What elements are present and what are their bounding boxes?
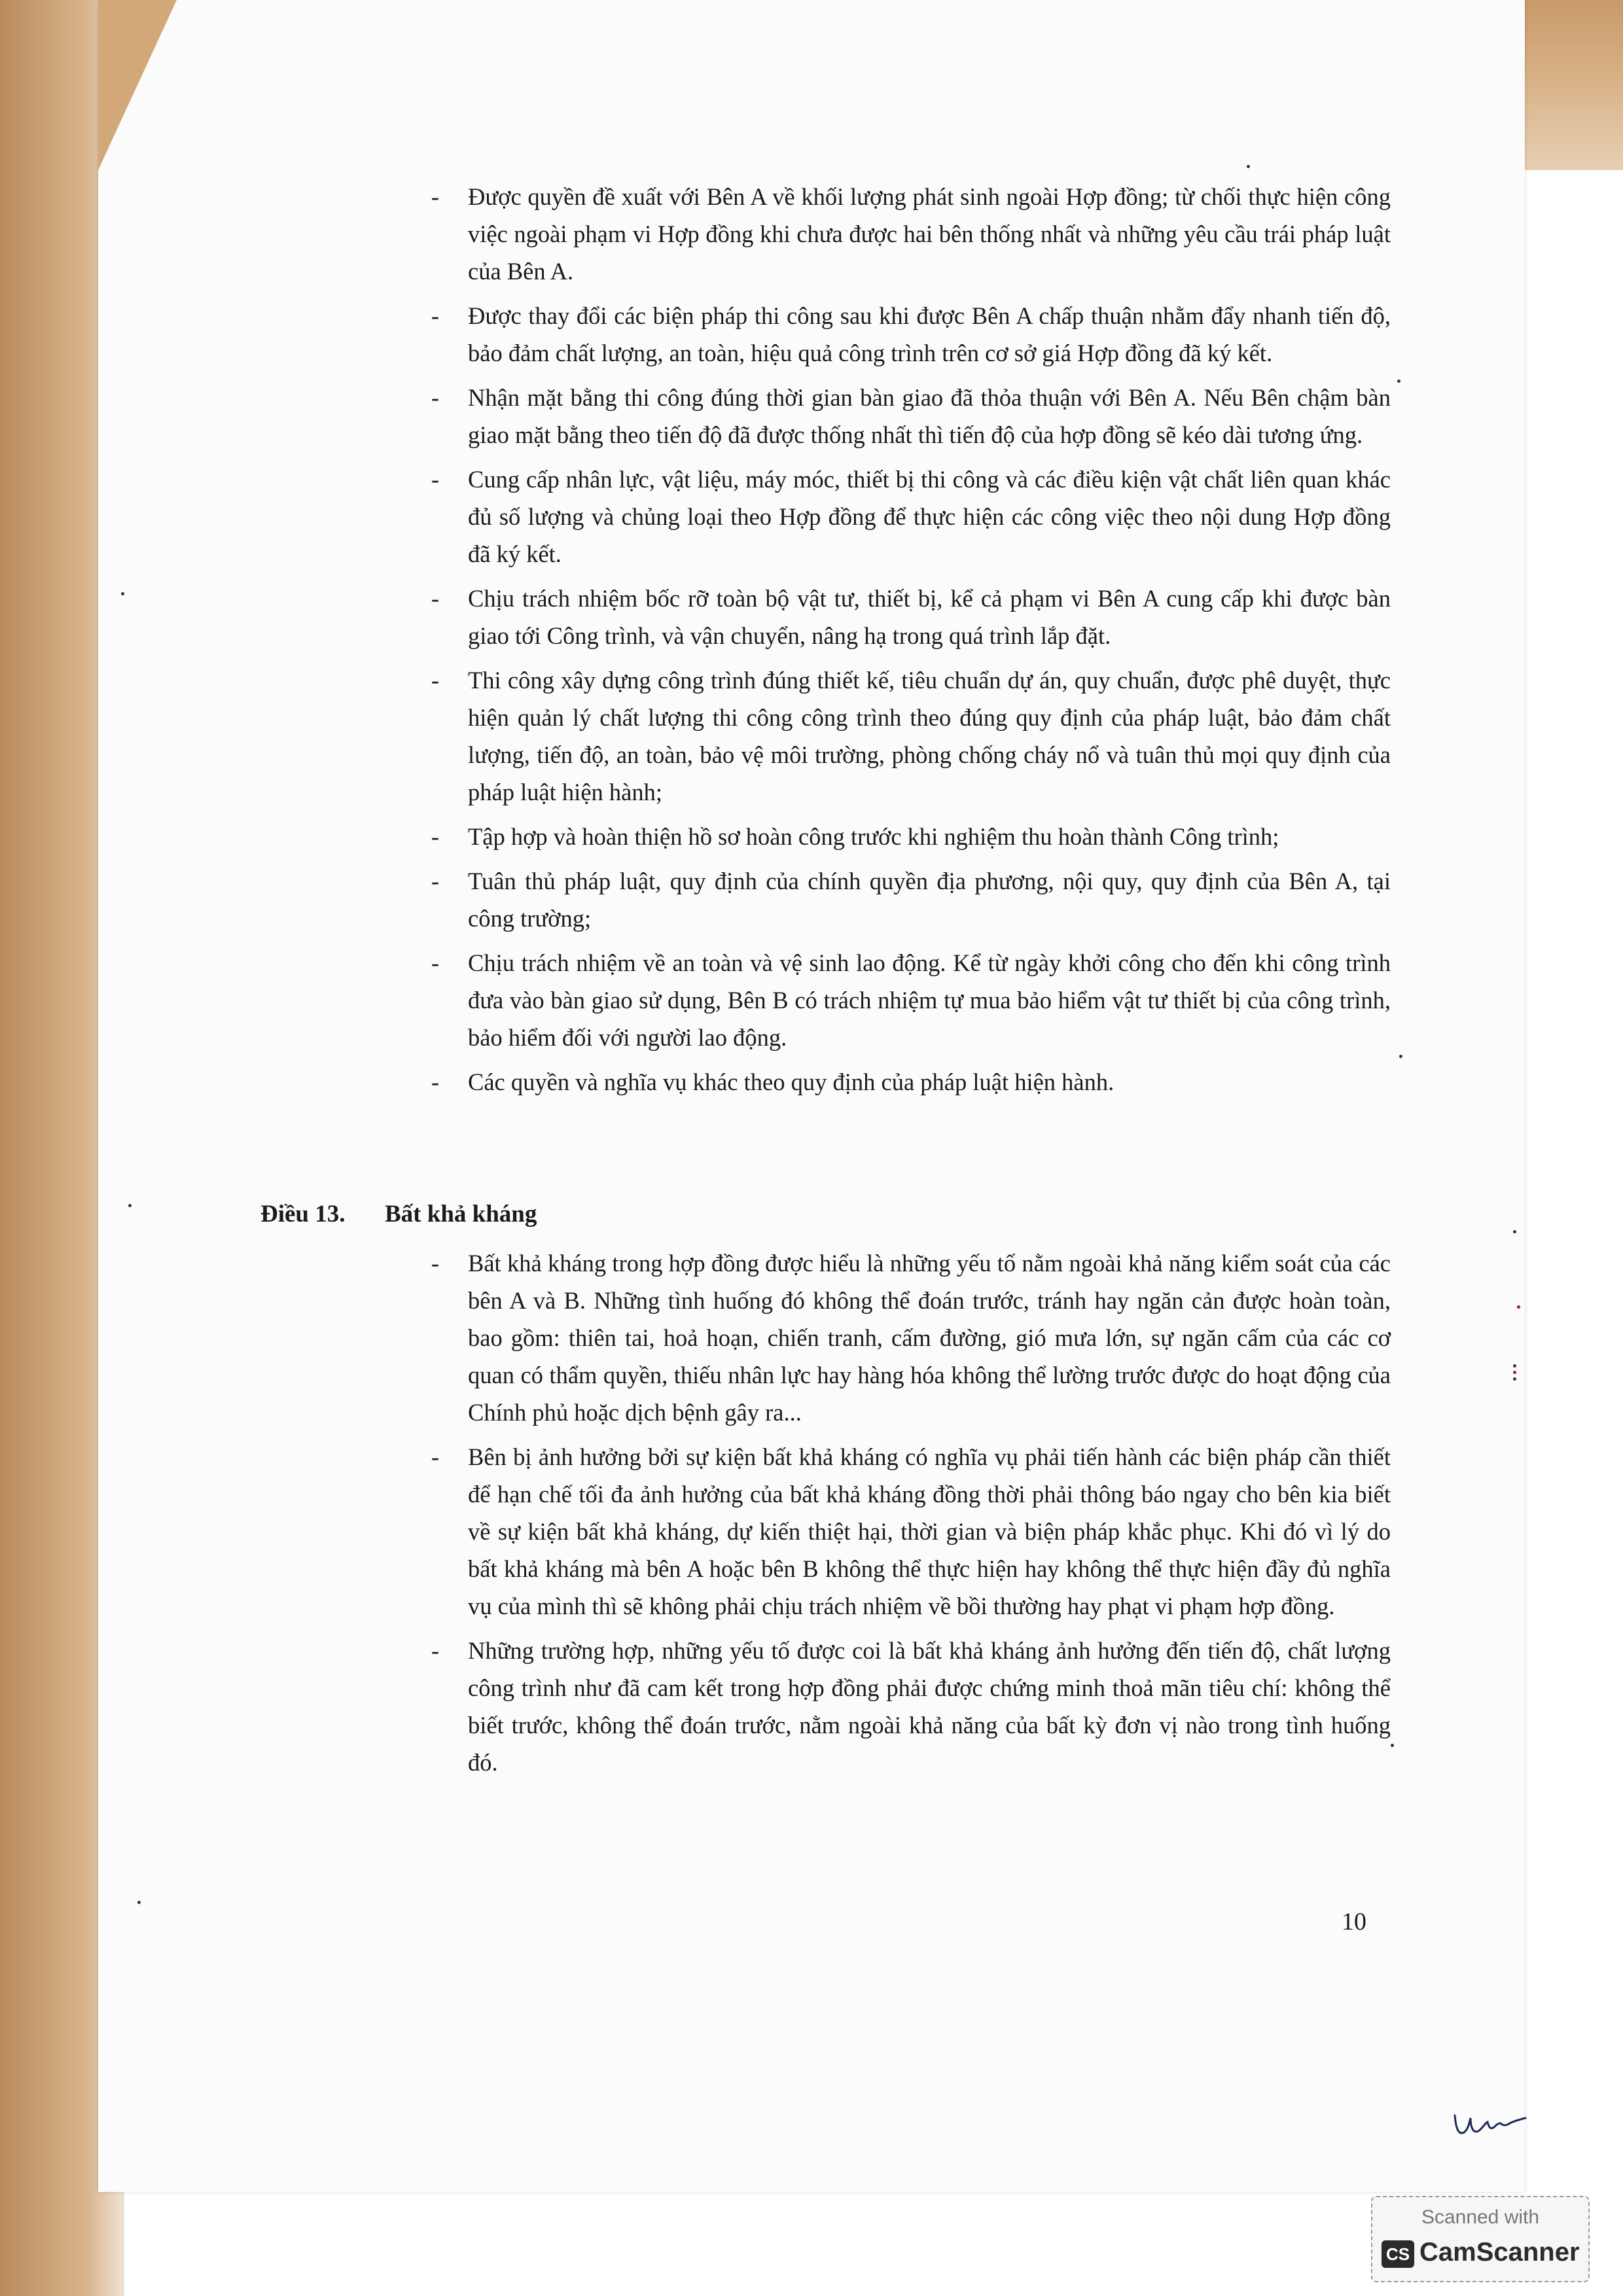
scan-speck bbox=[1397, 380, 1400, 383]
list-item bbox=[422, 461, 1391, 573]
list-item bbox=[422, 580, 1391, 654]
list-item bbox=[422, 379, 1391, 453]
scan-speck bbox=[1513, 1371, 1516, 1374]
section-title: Bất khả kháng bbox=[385, 1201, 537, 1227]
scan-speck bbox=[1391, 1744, 1394, 1747]
list-item-text: Những trường hợp, những yếu tố được coi là bất khả kháng ảnh hưởng đến tiến độ, chất lượng công trình như đã cam kết trong hợp đồng phải được chứng minh thoả mãn tiêu chí: không thể biết trước, không thể đoán trước, nằm ngoài khả năng của bất kỳ đơn vị nào trong tình huống đó. bbox=[468, 1637, 1391, 1776]
bullet-dash: - bbox=[431, 1069, 440, 1095]
camscanner-logo-icon: CS bbox=[1382, 2240, 1414, 2268]
list-item-text: Tuân thủ pháp luật, quy định của chính quyền địa phương, nội quy, quy định của Bên A, tại công trường; bbox=[468, 868, 1391, 932]
list-item bbox=[422, 662, 1391, 811]
bullet-dash: - bbox=[431, 868, 440, 894]
section-heading bbox=[260, 1200, 537, 1228]
scan-speck bbox=[1517, 1305, 1520, 1309]
camscanner-watermark bbox=[1371, 2196, 1590, 2282]
bullet-dash: - bbox=[431, 1250, 440, 1277]
watermark-brand: CamScanner bbox=[1419, 2238, 1580, 2267]
list-item-text: Tập hợp và hoàn thiện hồ sơ hoàn công trước khi nghiệm thu hoàn thành Công trình; bbox=[468, 823, 1279, 850]
list-item bbox=[422, 1632, 1391, 1781]
scan-speck bbox=[1513, 1230, 1516, 1233]
list-item-text: Các quyền và nghĩa vụ khác theo quy định của pháp luật hiện hành. bbox=[468, 1069, 1115, 1095]
bullet-dash: - bbox=[431, 585, 440, 612]
list-item-text: Thi công xây dựng công trình đúng thiết kế, tiêu chuẩn dự án, quy chuẩn, được phê duyệt, thực hiện quản lý chất lượng thi công công trình theo đúng quy định của pháp luật, bảo đảm chất lượng, tiến độ, an toàn, bảo vệ môi trường, phòng chống cháy nổ và tuân thủ mọi quy định của pháp luật hiện hành; bbox=[468, 667, 1391, 805]
list-item bbox=[422, 944, 1391, 1056]
list-item-text: Chịu trách nhiệm bốc rỡ toàn bộ vật tư, thiết bị, kể cả phạm vi Bên A cung cấp khi được bàn giao tới Công trình, và vận chuyển, nâng hạ trong quá trình lắp đặt. bbox=[468, 585, 1391, 649]
scan-speck bbox=[1247, 165, 1250, 168]
list-item-text: Bất khả kháng trong hợp đồng được hiểu là những yếu tố nằm ngoài khả năng kiểm soát của các bên A và B. Những tình huống đó không thể đoán trước, tránh hay ngăn cản được hoàn toàn, bao gồm: thiên tai, hoả hoạn, chiến tranh, cấm đường, gió mưa lớn, sự ngăn cấm của các cơ quan có thẩm quyền, thiếu nhân lực hay hàng hóa không thể lường trước được do hoạt động của Chính phủ hoặc dịch bệnh gây ra... bbox=[468, 1250, 1391, 1426]
page-number: 10 bbox=[1342, 1908, 1366, 1935]
bullet-dash: - bbox=[431, 384, 440, 411]
list-item bbox=[422, 1245, 1391, 1431]
bullet-dash: - bbox=[431, 302, 440, 329]
scan-speck bbox=[1513, 1377, 1516, 1381]
watermark-caption: Scanned with bbox=[1421, 2206, 1540, 2228]
bullet-dash: - bbox=[431, 949, 440, 976]
bullet-dash: - bbox=[431, 1637, 440, 1664]
list-item bbox=[422, 297, 1391, 372]
section-number: Điều 13. bbox=[260, 1201, 346, 1227]
scan-speck bbox=[137, 1901, 141, 1904]
bullet-dash: - bbox=[431, 466, 440, 493]
list-item-text: Bên bị ảnh hưởng bởi sự kiện bất khả kháng có nghĩa vụ phải tiến hành các biện pháp cần thiết để hạn chế tối đa ảnh hưởng của bất khả kháng đồng thời phải thông báo ngay cho bên kia biết về sự kiện bất khả kháng, dự kiến thiệt hại, thời gian và biện pháp khắc phục. Khi đó vì lý do bất khả kháng mà bên A hoặc bên B không thể thực hiện hay không thể thực hiện đầy đủ nghĩa vụ của mình thì sẽ không phải chịu trách nhiệm về bồi thường hay phạt vi phạm hợp đồng. bbox=[468, 1443, 1391, 1619]
scan-speck bbox=[1513, 1364, 1516, 1368]
list-item-text: Nhận mặt bằng thi công đúng thời gian bàn giao đã thỏa thuận với Bên A. Nếu Bên chậm bàn giao mặt bằng theo tiến độ đã được thống nhất thì tiến độ của hợp đồng sẽ kéo dài tương ứng. bbox=[468, 384, 1391, 448]
list-item-text: Được quyền đề xuất với Bên A về khối lượng phát sinh ngoài Hợp đồng; từ chối thực hiện công việc ngoài phạm vi Hợp đồng khi chưa được hai bên thống nhất và những yêu cầu trái pháp luật của Bên A. bbox=[468, 183, 1391, 285]
list-item bbox=[422, 862, 1391, 937]
handwritten-initials bbox=[1450, 2104, 1528, 2143]
bullet-dash: - bbox=[431, 1443, 440, 1470]
list-item bbox=[422, 818, 1391, 855]
bullet-dash: - bbox=[431, 667, 440, 694]
bullet-dash: - bbox=[431, 183, 440, 210]
list-item-text: Chịu trách nhiệm về an toàn và vệ sinh lao động. Kể từ ngày khởi công cho đến khi công trình đưa vào bàn giao sử dụng, Bên B có trách nhiệm tự mua bảo hiểm vật tư thiết bị của công trình, bảo hiểm đối với người lao động. bbox=[468, 949, 1391, 1051]
scan-speck bbox=[1399, 1055, 1402, 1058]
scan-speck bbox=[128, 1204, 132, 1207]
list-item-text: Cung cấp nhân lực, vật liệu, máy móc, thiết bị thi công và các điều kiện vật chất liên quan khác đủ số lượng và chủng loại theo Hợp đồng để thực hiện các công việc theo nội dung Hợp đồng đã ký kết. bbox=[468, 466, 1391, 567]
obligations-list bbox=[422, 178, 1391, 1108]
bullet-dash: - bbox=[431, 823, 440, 850]
list-item bbox=[422, 1438, 1391, 1625]
list-item bbox=[422, 178, 1391, 290]
force-majeure-list bbox=[422, 1245, 1391, 1788]
scan-speck bbox=[121, 592, 124, 595]
list-item-text: Được thay đổi các biện pháp thi công sau khi được Bên A chấp thuận nhằm đẩy nhanh tiến độ, bảo đảm chất lượng, an toàn, hiệu quả công trình trên cơ sở giá Hợp đồng đã ký kết. bbox=[468, 302, 1391, 366]
list-item bbox=[422, 1063, 1391, 1101]
